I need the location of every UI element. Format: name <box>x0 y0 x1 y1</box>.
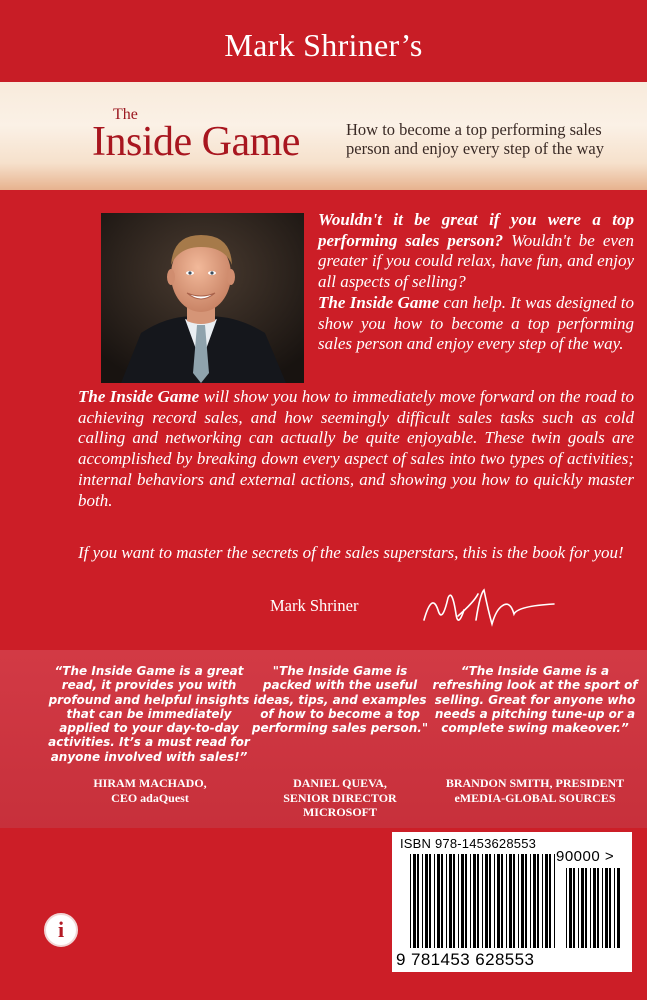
author-name: Mark Shriner’s <box>224 26 423 63</box>
book-title-the: The <box>113 106 138 123</box>
isbn-text: ISBN 978-1453628553 <box>400 836 537 851</box>
intro-help: can help. It was designed to show you how to become a top performing sales person and enjoy every step of the way. <box>318 292 635 354</box>
intro-lead: Wouldn't it be great if you were a top performing sales person? <box>318 210 634 250</box>
book-title <box>92 106 317 176</box>
testimonial-attribution-2 <box>250 776 430 820</box>
barcode-bars <box>396 854 628 950</box>
testimonial-title-3: eMEDIA-GLOBAL SOURCES <box>454 790 616 805</box>
price-code: 90000 > <box>556 848 615 865</box>
author-photo <box>101 213 304 383</box>
testimonial-attribution-1 <box>60 776 240 805</box>
testimonial-title-1: CEO adaQuest <box>111 790 189 805</box>
main-paragraph <box>78 387 634 511</box>
testimonial-name-1: HIRAM MACHADO, <box>93 776 207 790</box>
barcode-digits: 9 781453 628553 <box>396 950 535 969</box>
testimonial-quote-2: "The Inside Game is packed with the useful ideas, tips, and examples of how to become a top performing sales person." <box>251 664 429 736</box>
closing-paragraph: If you want to master the secrets of the sales superstars, this is the book for you! <box>78 543 624 562</box>
handwritten-signature <box>418 580 558 640</box>
testimonial-title-2: SENIOR DIRECTOR MICROSOFT <box>283 790 397 819</box>
author-portrait-illustration <box>101 213 304 383</box>
testimonial-name-2: DANIEL QUEVA, <box>293 776 387 790</box>
author-band <box>0 0 647 82</box>
intro-follow: Wouldn't be even greater if you could relax, have fun, and enjoy all aspects of selling? <box>318 230 634 292</box>
testimonial-attribution-3 <box>435 776 635 805</box>
book-title-main: Inside Game <box>92 119 300 165</box>
testimonial-name-3: BRANDON SMITH, PRESIDENT <box>445 776 625 790</box>
isbn-barcode <box>392 832 632 972</box>
main-text: will show you how to immediately move forward on the road to achieving record sales, and how seemingly difficult sales tasks such as cold calling and networking can actually be quite enjoyable. These twin goals are accomplished by breaking down every aspect of sales into two types of activities; internal behaviors and external actions, and showing you how to quickly master both. <box>78 387 634 510</box>
testimonial-quote-1: “The Inside Game is a great read, it provides you with profound and helpful insights that can be immediately applied to your day-to-day activities. It’s a must read for anyone involved with sales!” <box>48 664 250 764</box>
testimonial-quote-3: “The Inside Game is a refreshing look at the sport of selling. Great for anyone who needs a pitching tune-up or a complete swing makeover.” <box>432 664 638 736</box>
intro-paragraph <box>318 210 634 355</box>
book-tagline: How to become a top performing sales person and enjoy every step of the way <box>346 120 604 158</box>
intro-title-ref: The Inside Game <box>318 292 440 312</box>
signature-name: Mark Shriner <box>270 596 359 615</box>
title-band <box>0 82 647 190</box>
publisher-logo-icon: i <box>44 913 78 947</box>
main-title-ref: The Inside Game <box>78 387 200 406</box>
